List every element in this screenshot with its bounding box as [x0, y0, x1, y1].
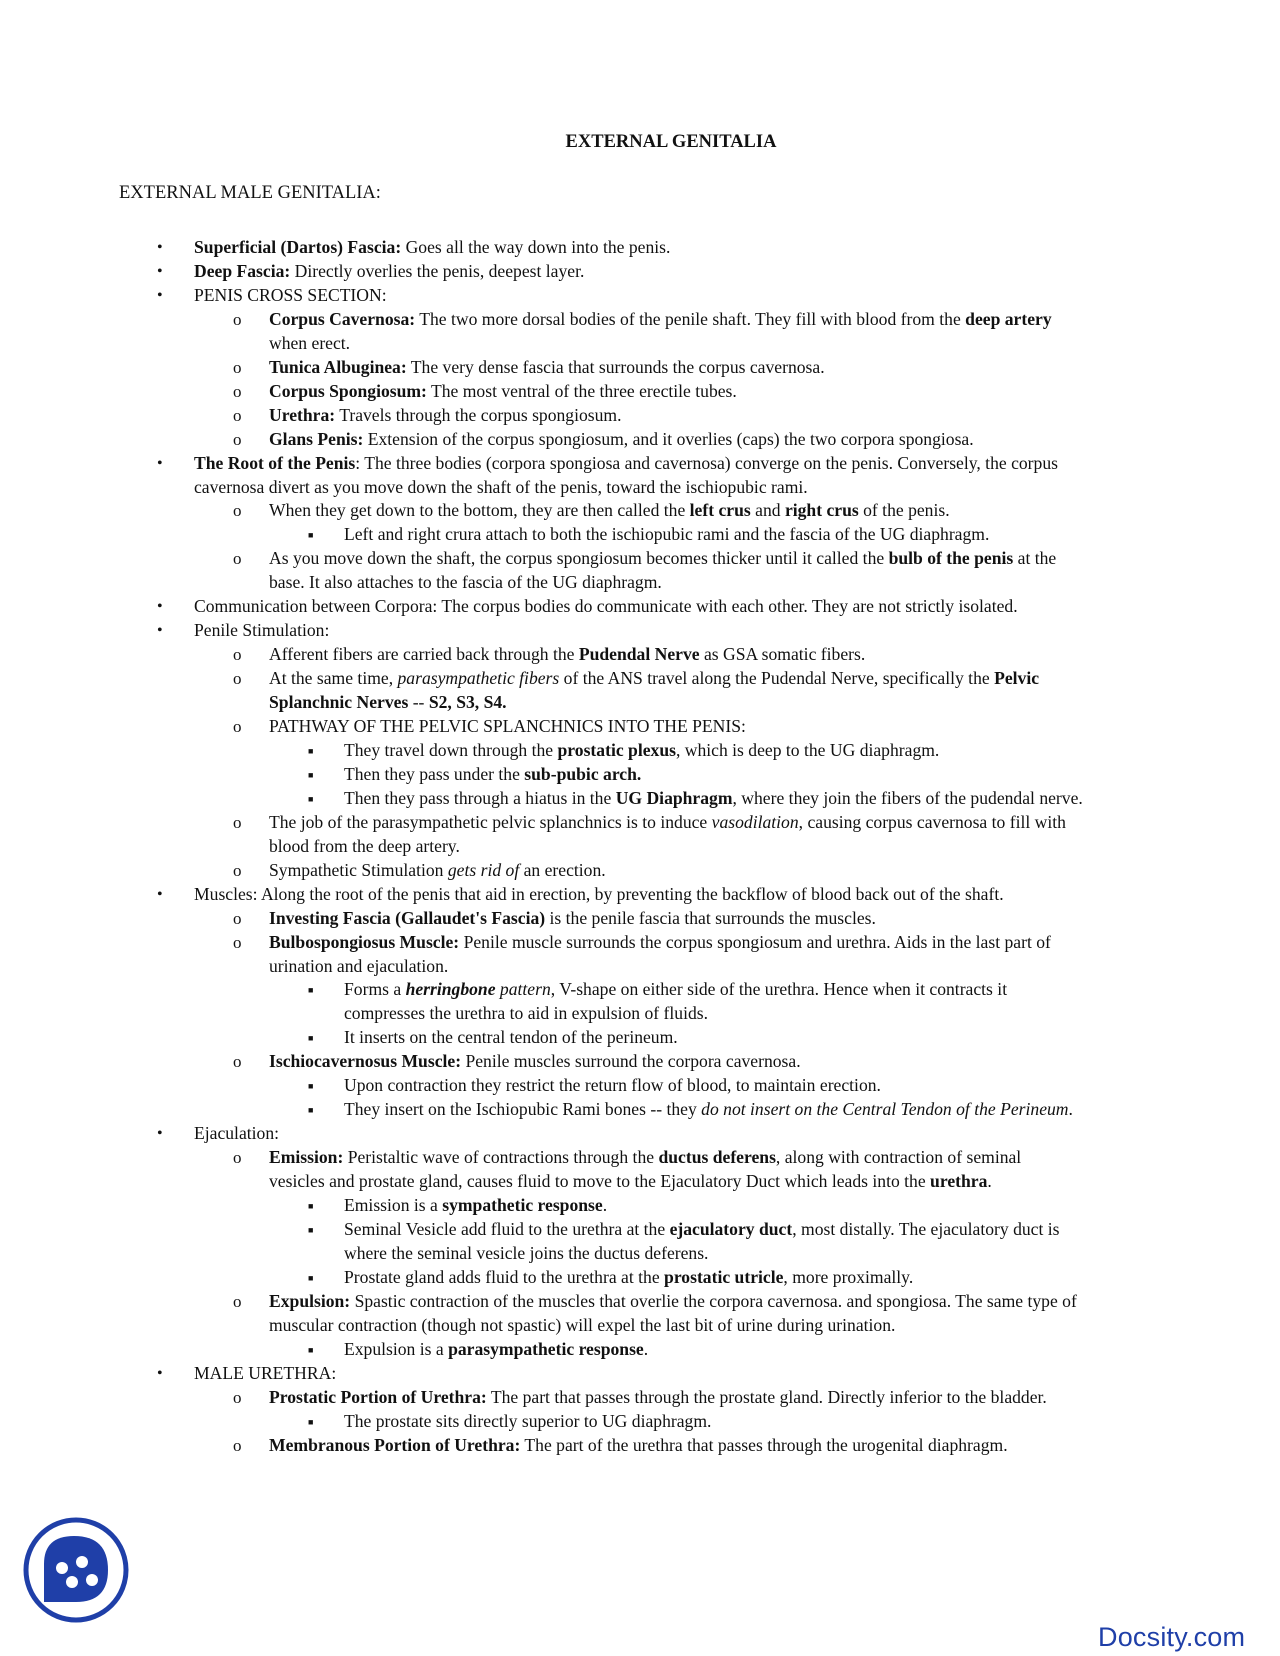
- bullet-marker-level-3: ■: [308, 1201, 314, 1211]
- text-run: right crus: [784, 500, 859, 521]
- docsity-logo-icon: [22, 1516, 130, 1624]
- text-run: Goes all the way down into the penis.: [401, 237, 671, 257]
- bullet-marker-level-2: o: [233, 645, 242, 665]
- text-run: PENIS CROSS SECTION:: [194, 284, 387, 305]
- bullet-marker-level-1: •: [157, 454, 163, 472]
- bullet-marker-level-2: o: [233, 669, 242, 689]
- bullet-marker-level-2: o: [233, 908, 242, 928]
- text-run: As you move down the shaft, the corpus spongiosum becomes thicker until it called the: [269, 548, 889, 569]
- text-run: of the ANS travel along the Pudendal Nerve, specifically the: [559, 668, 995, 689]
- list-item-level-1: [194, 236, 670, 259]
- bullet-marker-level-1: •: [157, 262, 163, 280]
- text-run: parasympathetic response: [448, 1338, 644, 1359]
- bullet-marker-level-2: o: [233, 717, 242, 736]
- text-run: Pelvic: [994, 668, 1040, 689]
- list-item-level-1: [194, 619, 329, 642]
- text-run: Forms a: [344, 979, 406, 1000]
- text-run: deep artery: [965, 308, 1052, 329]
- text-run: The very dense fascia that surrounds the corpus cavernosa.: [406, 356, 825, 377]
- text-run: : The three bodies (corpora spongiosa and cavernosa) converge on the penis. Conversely, the corpus: [355, 452, 1058, 473]
- text-run: herringbone: [405, 979, 496, 1000]
- list-item-level-2: [269, 643, 865, 666]
- list-item-level-1: [194, 260, 584, 283]
- text-run: Superficial (Dartos) Fascia:: [194, 237, 402, 257]
- text-run: Communication between Corpora: The corpus bodies do communicate with each other. They are not strictly isolated.: [194, 596, 1018, 617]
- text-run: Sympathetic Stimulation: [269, 859, 448, 880]
- bullet-marker-level-1: •: [157, 1125, 163, 1143]
- text-run: MALE URETHRA:: [194, 1362, 337, 1383]
- list-item-level-2: [269, 715, 746, 738]
- text-run: blood from the deep artery.: [269, 835, 460, 856]
- text-run: Corpus Cavernosa:: [269, 308, 416, 329]
- text-run: PATHWAY OF THE PELVIC SPLANCHNICS INTO THE PENIS:: [269, 716, 746, 736]
- text-run: ductus deferens: [658, 1147, 776, 1168]
- bullet-marker-level-1: •: [157, 239, 163, 256]
- bullet-marker-level-2: o: [233, 549, 242, 569]
- bullet-marker-level-2: o: [233, 1052, 242, 1072]
- list-item-level-3: [344, 1194, 607, 1217]
- text-run: , V-shape on either side of the urethra. Hence when it contracts it: [550, 979, 1008, 1000]
- bullet-marker-level-2: o: [233, 309, 242, 329]
- text-run: bulb of the penis: [888, 548, 1014, 569]
- text-run: vesicles and prostate gland, causes fluid to move to the Ejaculatory Duct which leads into the: [269, 1171, 931, 1192]
- text-run: Muscles: Along the root of the penis that aid in erection, by preventing the backflow of blood back out of the shaft.: [194, 883, 1004, 904]
- bullet-marker-level-2: o: [233, 357, 242, 377]
- text-run: UG Diaphragm: [615, 787, 733, 808]
- text-run: urination and ejaculation.: [269, 955, 449, 976]
- bullet-marker-level-2: o: [233, 1387, 242, 1407]
- list-item-level-1: [194, 595, 1018, 618]
- list-item-continuation: [269, 691, 507, 714]
- text-run: .: [643, 1338, 649, 1359]
- text-run: Tunica Albuginea:: [269, 356, 407, 377]
- text-run: urethra: [930, 1171, 988, 1192]
- bullet-marker-level-3: ■: [308, 1033, 314, 1044]
- list-item-level-3: [344, 978, 1007, 1001]
- text-run: Bulbospongiosus Muscle:: [269, 931, 460, 952]
- list-item-level-3: [344, 1098, 1073, 1121]
- bullet-marker-level-3: ■: [308, 1081, 314, 1092]
- list-item-level-2: [269, 1434, 1008, 1457]
- text-run: Travels through the corpus spongiosum.: [335, 404, 622, 425]
- list-item-level-3: [344, 1266, 913, 1289]
- bullet-marker-level-2: o: [233, 860, 242, 880]
- text-run: Penile muscle surrounds the corpus spongiosum and urethra. Aids in the last part of: [459, 931, 1051, 952]
- list-item-level-1: [194, 883, 1004, 906]
- list-item-continuation: [269, 1170, 992, 1193]
- text-run: Expulsion:: [269, 1290, 351, 1311]
- text-run: compresses the urethra to aid in expulsion of fluids.: [344, 1003, 709, 1024]
- bullet-marker-level-2: o: [233, 1435, 242, 1455]
- bullet-marker-level-1: •: [157, 598, 163, 616]
- text-run: sub-pubic arch.: [524, 763, 642, 784]
- list-item-level-2: [269, 667, 1039, 690]
- text-run: cavernosa divert as you move down the shaft of the penis, toward the ischiopubic rami.: [194, 476, 808, 497]
- list-item-level-3: [344, 1074, 881, 1097]
- list-item-continuation: [269, 835, 460, 858]
- text-run: Splanchnic Nerves: [269, 692, 409, 713]
- docsity-watermark-text: Docsity.com: [1098, 1622, 1246, 1652]
- text-run: Glans Penis:: [269, 428, 364, 449]
- bullet-marker-level-2: o: [233, 405, 242, 425]
- text-run: , where they join the fibers of the pudendal nerve.: [732, 787, 1083, 808]
- bullet-marker-level-2: o: [233, 932, 242, 952]
- list-item-level-3: [344, 523, 989, 546]
- text-run: , more proximally.: [783, 1266, 914, 1287]
- bullet-marker-level-3: ■: [308, 1224, 314, 1235]
- bullet-marker-level-2: o: [233, 501, 242, 521]
- bullet-marker-level-2: o: [233, 381, 242, 401]
- text-run: of the penis.: [858, 500, 950, 521]
- bullet-marker-level-3: ■: [308, 1344, 314, 1355]
- list-item-level-1: [194, 1362, 336, 1385]
- text-run: --: [408, 692, 429, 713]
- list-item-continuation: [344, 1002, 708, 1025]
- bullet-marker-level-1: •: [157, 286, 163, 304]
- text-run: .: [1068, 1099, 1073, 1120]
- list-item-level-2: [269, 356, 825, 379]
- section-heading: EXTERNAL MALE GENITALIA:: [119, 183, 381, 203]
- text-run: gets rid of: [447, 859, 520, 880]
- list-item-level-2: [269, 1386, 1047, 1409]
- text-run: Spastic contraction of the muscles that overlie the corpora cavernosa. and spongiosa. The same type of: [350, 1290, 1077, 1311]
- text-run: Then they pass under the: [344, 763, 525, 784]
- text-run: Urethra:: [269, 404, 336, 425]
- list-item-continuation: [269, 571, 662, 594]
- list-item-level-2: [269, 404, 622, 427]
- text-run: Deep Fascia:: [194, 260, 291, 281]
- bullet-marker-level-1: •: [157, 885, 163, 903]
- page-title: EXTERNAL GENITALIA: [565, 132, 777, 152]
- bullet-marker-level-2: o: [233, 429, 242, 449]
- text-run: muscular contraction (though not spastic) will expel the last bit of urine during urination.: [269, 1314, 896, 1335]
- text-run: Extension of the corpus spongiosum, and it overlies (caps) the two corpora spongiosa.: [363, 428, 974, 449]
- list-item-level-1: [194, 1122, 279, 1145]
- text-run: Ejaculation:: [194, 1123, 280, 1144]
- text-run: Emission is a: [344, 1195, 443, 1215]
- text-run: The two more dorsal bodies of the penile shaft. They fill with blood from the: [415, 308, 966, 329]
- list-item-level-2: [269, 1146, 1021, 1169]
- list-item-level-3: [344, 1410, 711, 1433]
- bullet-marker-level-3: ■: [308, 745, 314, 756]
- text-run: S2, S3, S4.: [428, 692, 507, 713]
- bullet-marker-level-3: ■: [308, 1272, 314, 1283]
- text-run: where the seminal vesicle joins the ductus deferens.: [344, 1242, 709, 1263]
- text-run: as GSA somatic fibers.: [699, 644, 866, 665]
- text-run: The Root of the Penis: [194, 452, 356, 473]
- list-item-level-1: [194, 452, 1058, 475]
- list-item-level-3: [344, 1338, 648, 1361]
- text-run: Emission:: [269, 1147, 344, 1168]
- text-run: Penile Stimulation:: [194, 620, 330, 641]
- text-run: Prostate gland adds fluid to the urethra at the: [344, 1266, 665, 1287]
- text-run: The job of the parasympathetic pelvic splanchnics is to induce: [269, 811, 712, 832]
- text-run: base. It also attaches to the fascia of the UG diaphragm.: [269, 572, 662, 593]
- text-run: , along with contraction of seminal: [775, 1147, 1022, 1168]
- list-item-level-2: [269, 308, 1052, 331]
- text-run: ejaculatory duct: [669, 1218, 793, 1239]
- text-run: The most ventral of the three erectile tubes.: [426, 380, 737, 401]
- text-run: Corpus Spongiosum:: [269, 380, 427, 401]
- list-item-level-2: [269, 859, 606, 882]
- text-run: The prostate sits directly superior to UG diaphragm.: [344, 1410, 712, 1431]
- list-item-level-2: [269, 907, 876, 930]
- text-run: Left and right crura attach to both the ischiopubic rami and the fascia of the UG diaphragm.: [344, 524, 990, 545]
- text-run: Membranous Portion of Urethra:: [269, 1434, 521, 1455]
- list-item-level-2: [269, 380, 737, 403]
- text-run: Seminal Vesicle add fluid to the urethra at the: [344, 1218, 670, 1239]
- list-item-level-2: [269, 1050, 801, 1073]
- text-run: do not insert on the Central Tendon of the Perineum: [701, 1099, 1069, 1120]
- text-run: .: [602, 1195, 608, 1215]
- list-item-level-2: [269, 811, 1066, 834]
- list-item-level-3: [344, 739, 939, 762]
- list-item-level-2: [269, 499, 950, 522]
- list-item-level-2: [269, 547, 1056, 570]
- list-item-level-2: [269, 931, 1051, 954]
- text-run: when erect.: [269, 332, 351, 353]
- text-run: They travel down through the: [344, 739, 558, 760]
- list-item-continuation: [269, 1314, 895, 1337]
- text-run: .: [987, 1171, 992, 1192]
- bullet-marker-level-2: o: [233, 1291, 242, 1311]
- text-run: When they get down to the bottom, they are then called the: [269, 500, 690, 521]
- list-item-level-3: [344, 1218, 1060, 1241]
- bullet-marker-level-3: ■: [308, 1416, 314, 1427]
- text-run: Penile muscles surround the corpora cavernosa.: [461, 1051, 801, 1072]
- text-run: It inserts on the central tendon of the perineum.: [344, 1027, 678, 1048]
- text-run: left crus: [689, 500, 751, 521]
- text-run: Directly overlies the penis, deepest layer.: [290, 260, 585, 281]
- text-run: Expulsion is a: [344, 1338, 449, 1359]
- text-run: sympathetic response: [442, 1195, 603, 1215]
- text-run: At the same time,: [269, 668, 398, 689]
- text-run: Investing Fascia (Gallaudet's Fascia): [269, 907, 546, 928]
- bullet-marker-level-3: ■: [308, 793, 314, 804]
- list-item-continuation: [269, 332, 350, 355]
- list-item-level-3: [344, 787, 1083, 810]
- text-run: , which is deep to the UG diaphragm.: [675, 739, 940, 760]
- text-run: The part that passes through the prostate gland. Directly inferior to the bladder.: [486, 1386, 1047, 1407]
- bullet-marker-level-1: •: [157, 1364, 163, 1382]
- text-run: Afferent fibers are carried back through the: [269, 644, 579, 665]
- bullet-marker-level-2: o: [233, 1148, 242, 1168]
- list-item-level-2: [269, 428, 974, 451]
- list-item-level-3: [344, 763, 641, 786]
- bullet-marker-level-2: o: [233, 812, 242, 832]
- text-run: at the: [1013, 548, 1057, 569]
- text-run: Prostatic Portion of Urethra:: [269, 1386, 487, 1407]
- list-item-continuation: [194, 476, 808, 499]
- text-run: vasodilation: [711, 811, 799, 832]
- text-run: Then they pass through a hiatus in the: [344, 787, 616, 808]
- text-run: Pudendal Nerve: [578, 644, 700, 665]
- text-run: Peristaltic wave of contractions through the: [343, 1147, 659, 1168]
- text-run: Ischiocavernosus Muscle:: [269, 1051, 462, 1072]
- text-run: The part of the urethra that passes through the urogenital diaphragm.: [520, 1434, 1008, 1455]
- text-run: Upon contraction they restrict the return flow of blood, to maintain erection.: [344, 1075, 881, 1096]
- text-run: , most distally. The ejaculatory duct is: [792, 1218, 1060, 1239]
- list-item-level-1: [194, 284, 387, 307]
- text-run: and: [750, 500, 785, 521]
- text-run: They insert on the Ischiopubic Rami bones -- they: [344, 1099, 702, 1120]
- text-run: is the penile fascia that surrounds the muscles.: [545, 907, 876, 928]
- list-item-level-3: [344, 1026, 678, 1049]
- list-item-level-2: [269, 1290, 1077, 1313]
- bullet-marker-level-3: ■: [308, 1105, 314, 1116]
- text-run: , causing corpus cavernosa to fill with: [798, 811, 1066, 832]
- bullet-marker-level-3: ■: [308, 985, 314, 996]
- bullet-marker-level-3: ■: [308, 530, 314, 541]
- text-run: an erection.: [519, 859, 606, 880]
- text-run: pattern: [495, 979, 551, 1000]
- text-run: prostatic plexus: [557, 739, 676, 760]
- bullet-marker-level-1: •: [157, 622, 163, 640]
- text-run: prostatic utricle: [664, 1266, 784, 1287]
- list-item-continuation: [269, 955, 448, 978]
- text-run: parasympathetic fibers: [397, 668, 560, 689]
- list-item-continuation: [344, 1242, 708, 1265]
- bullet-marker-level-3: ■: [308, 769, 314, 780]
